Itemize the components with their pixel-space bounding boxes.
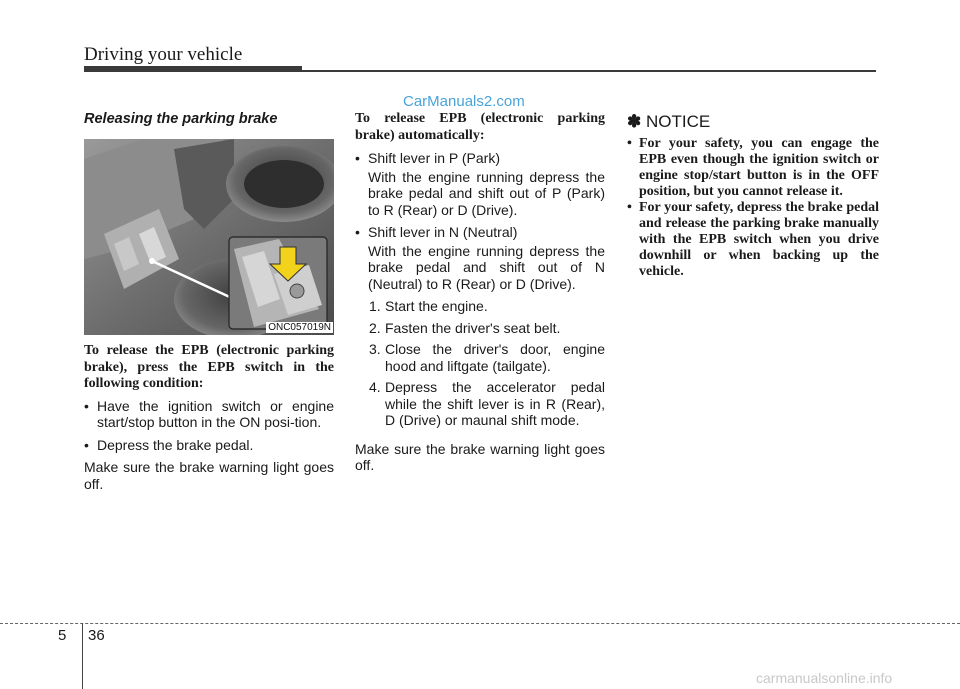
header-rule-thick: [84, 66, 302, 72]
epb-switch-figure: [84, 139, 334, 335]
watermark-bottom: carmanualsonline.info: [756, 670, 893, 686]
notice-star-icon: ✽: [627, 112, 642, 131]
left-column: [84, 108, 334, 492]
epb-console-illustration: [84, 139, 334, 335]
figure-caption: ONC057019N: [268, 322, 331, 333]
step-item: 2. Fasten the driver's seat belt.: [369, 319, 561, 336]
page-number: 36: [88, 627, 105, 644]
section-heading: Releasing the parking brake: [84, 111, 278, 127]
watermark-top: CarManuals2.com: [403, 93, 525, 110]
closing-paragraph: Make sure the brake warning light goes off.: [84, 459, 334, 492]
notice-list: [627, 136, 879, 280]
header-rule-thin: [302, 70, 876, 72]
step-item: 1. Start the engine.: [369, 298, 488, 314]
list-item: • Shift lever in N (Neutral): [355, 224, 605, 241]
page-header-title: Driving your vehicle: [84, 44, 243, 65]
auto-release-intro: To release EPB (electronic parking brake) automatically:: [355, 111, 605, 143]
condition-list: [84, 398, 334, 454]
notice-title: NOTICE: [645, 112, 711, 131]
bullet2-detail: With the engine running depress the brake pedal and shift out of N (Neutral) to R (Rear) or D (Drive).: [368, 242, 605, 292]
notice-item: • For your safety, depress the brake pedal and release the parking brake manually with the EPB switch when you drive downhill or when backing up the vehicle.: [627, 200, 879, 280]
bullet1-detail: With the engine running depress the brake pedal and shift out of P (Park) to R (Rear) or D (Drive).: [368, 168, 605, 218]
shift-lever-list-2: [355, 224, 605, 241]
list-item: • Have the ignition switch or engine start/stop button in the ON posi-tion.: [84, 398, 334, 431]
intro-paragraph: To release the EPB (electronic parking brake), press the EPB switch in the following condition:: [84, 343, 334, 391]
footer-divider: [82, 623, 83, 689]
list-item: • Depress the brake pedal.: [84, 437, 334, 454]
step-item: 3. Close the driver's door, engine hood and liftgate (tailgate).: [369, 341, 605, 374]
shift-lever-list: [355, 150, 605, 167]
notice-heading: [627, 112, 879, 132]
notice-item: • For your safety, you can engage the EPB even though the ignition switch or engine stop/start button is in the OFF position, but you cannot release it.: [627, 136, 879, 200]
release-steps: [355, 298, 605, 429]
middle-column: [355, 108, 605, 474]
footer-rule: [0, 623, 960, 624]
closing-paragraph: Make sure the brake warning light goes off.: [355, 440, 605, 473]
step-item: 4. Depress the accelerator pedal while the shift lever is in R (Rear), D (Drive) or maunal shift mode.: [369, 379, 605, 428]
list-item: • Shift lever in P (Park): [355, 150, 605, 167]
notice-column: [627, 108, 879, 280]
chapter-number: 5: [58, 627, 67, 644]
